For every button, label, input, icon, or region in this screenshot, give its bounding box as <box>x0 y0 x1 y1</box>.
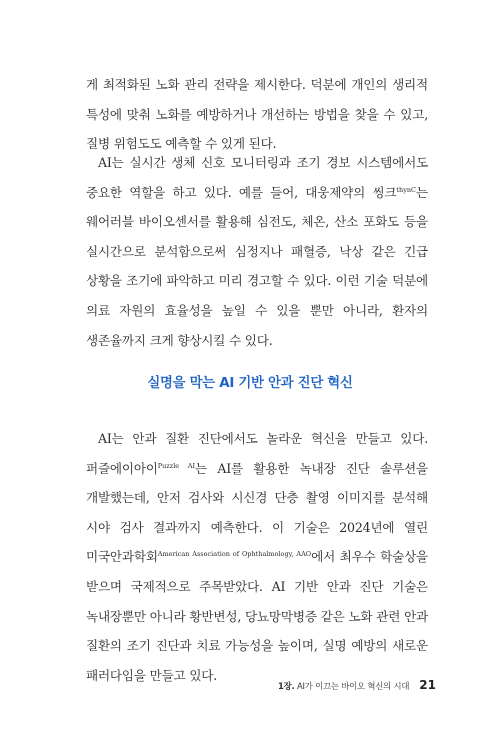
paragraph-2-text-before: AI는 실시간 생체 신호 모니터링과 조기 경보 시스템에서도 중요한 역할을 하고 있다. 예를 들어, 대웅제약의 씽크 <box>86 155 428 200</box>
chapter-title: AI가 이끄는 바이오 혁신의 시대 <box>296 681 410 691</box>
paragraph-2-text-after: 는 웨어러블 바이오센서를 활용해 심전도, 체온, 산소 포화도 등을 실시간으로 분석함으로써 심정지나 패혈증, 낙상 같은 긴급 상황을 조기에 파악하고 미리 경고할 수 있다. 이런 기술 덕분에 의료 자원의 효율성을 높일 수 있을 뿐만 아니라, 환자의 생존율까지 크게 향상시킬 수 있다. <box>86 184 428 348</box>
body-paragraph-1 <box>86 70 428 159</box>
section-heading: 실명을 막는 AI 기반 안과 진단 혁신 <box>147 376 353 391</box>
footnote-aao: American Association of Ophthalmology, AAO <box>157 550 312 559</box>
chapter-label: 1장. <box>277 681 295 691</box>
footnote-puzzle-ai: Puzzle AI <box>157 461 196 470</box>
page-number: 21 <box>419 678 436 692</box>
paragraph-1-text: 게 최적화된 노화 관리 전략을 제시한다. 덕분에 개인의 생리적 특성에 맞춰 노화를 예방하거나 개선하는 방법을 찾을 수 있고, 질병 위험도도 예측할 수 있게 된다. <box>86 77 428 152</box>
paragraph-3-part-1: AI는 안과 질환 진단에서도 놀라운 혁신을 만들고 있다. 퍼즐에이아이 <box>86 431 428 476</box>
paragraph-3-part-3: 에서 최우수 학술상을 받으며 국제적으로 주목받았다. AI 기반 안과 진단 기술은 녹내장뿐만 아니라 황반변성, 당뇨망막병증 같은 노화 관련 안과 질환의 조기 진단과 치료 가능성을 높이며, 실명 예방의 새로운 패러다임을 만들고 있다. <box>86 549 429 683</box>
body-paragraph-2 <box>86 148 428 355</box>
running-footer <box>278 680 409 692</box>
body-paragraph-3 <box>86 424 428 690</box>
footnote-thync: thynC <box>396 185 417 194</box>
page-footer <box>278 678 436 692</box>
paragraph-3-part-2: 는 AI를 활용한 녹내장 진단 솔루션을 개발했는데, 안저 검사와 시신경 단층 촬영 이미지를 분석해 시야 검사 결과까지 예측한다. 이 기술은 2024년에 열린 미국안과학회 <box>86 460 428 565</box>
